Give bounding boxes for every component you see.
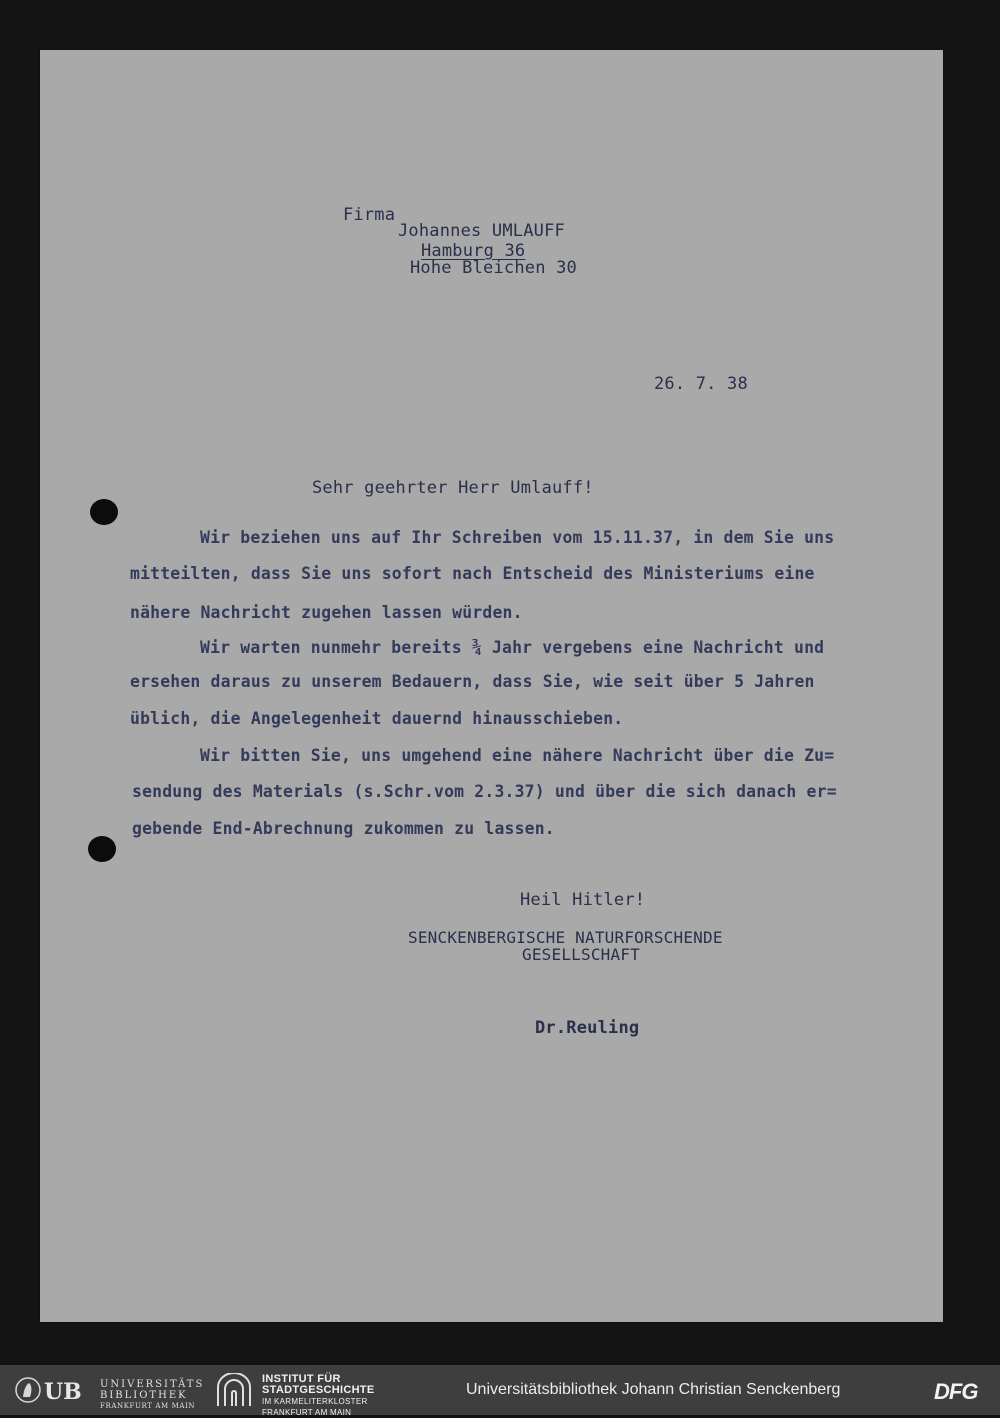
recipient-line-1: Firma [343,205,396,225]
body-line: mitteilten, dass Sie uns sofort nach Entscheid des Ministeriums eine [130,564,815,583]
body-line: üblich, die Angelegenheit dauernd hinausschieben. [130,709,624,728]
footer-bar [0,1365,1000,1415]
ub-name: UNIVERSITÄTS BIBLIOTHEK FRANKFURT AM MAIN [100,1379,205,1410]
body-line: Wir warten nunmehr bereits ¾ Jahr vergebens eine Nachricht und [200,638,825,657]
institute-arch-icon [214,1373,254,1407]
body-line: Wir bitten Sie, uns umgehend eine nähere Nachricht über die Zu= [200,746,835,765]
punch-hole [88,836,116,862]
signature: Dr.Reuling [535,1018,640,1038]
punch-hole [90,499,118,525]
closing: Heil Hitler! [520,890,646,910]
body-line: sendung des Materials (s.Schr.vom 2.3.37) und über die sich danach er= [132,782,837,801]
ub-logo-text: UB [44,1379,82,1405]
body-line: nähere Nachricht zugehen lassen würden. [130,603,523,622]
letter-date: 26. 7. 38 [654,374,748,394]
recipient-line-4: Hohe Bleichen 30 [410,258,577,278]
recipient-line-3: Hamburg 36 [421,241,526,261]
body-line: ersehen daraus zu unserem Bedauern, dass Sie, wie seit über 5 Jahren [130,672,815,691]
recipient-line-2: Johannes UMLAUFF [398,221,565,241]
organization-line-1: SENCKENBERGISCHE NATURFORSCHENDE [408,928,723,947]
salutation: Sehr geehrter Herr Umlauff! [312,478,594,498]
organization-line-2: GESELLSCHAFT [522,945,640,964]
institute-name: INSTITUT FÜR STADTGESCHICHTE IM KARMELITERKLOSTER FRANKFURT AM MAIN [262,1373,375,1417]
body-line: Wir beziehen uns auf Ihr Schreiben vom 15.11.37, in dem Sie uns [200,528,835,547]
ub-logo-icon [14,1375,94,1405]
dfg-logo: DFG [934,1379,978,1404]
footer-title: Universitätsbibliothek Johann Christian Senckenberg [466,1381,841,1398]
body-line: gebende End-Abrechnung zukommen zu lassen. [132,819,555,838]
